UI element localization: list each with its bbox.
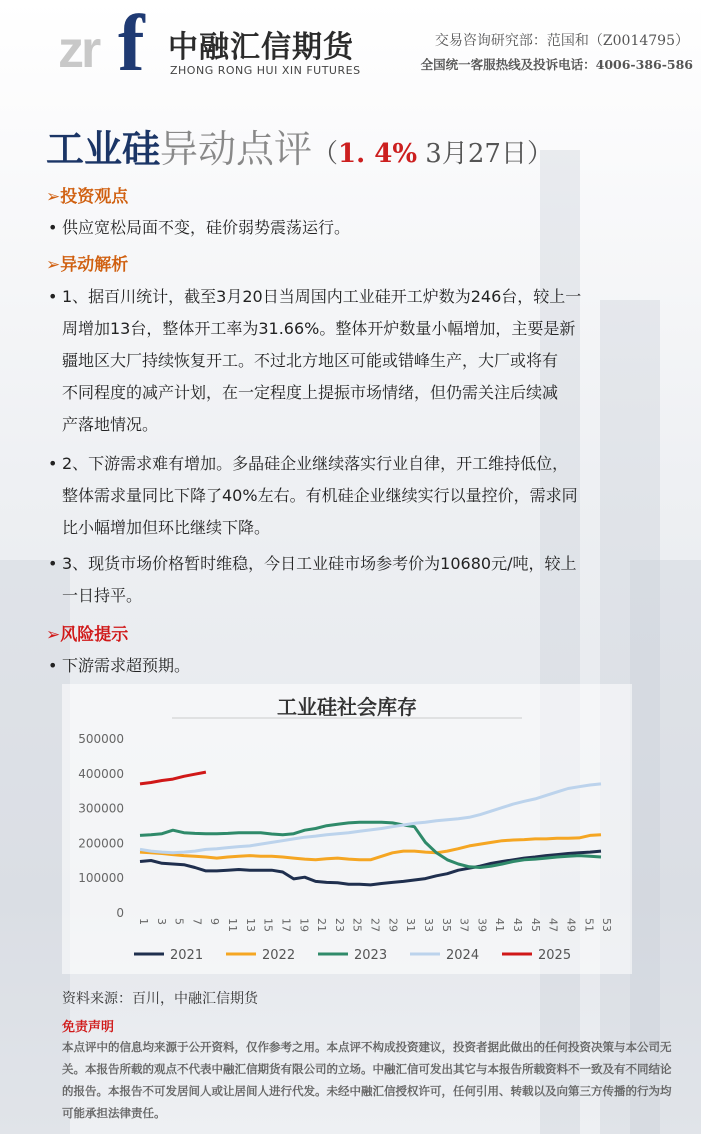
x-tick-label: 1 [137, 918, 150, 925]
brand-name: 中融汇信期货 [168, 30, 354, 65]
title-product: 工业硅 [46, 127, 161, 171]
analysis-item-1: 1、据百川统计，截至3月20日当周国内工业硅开工炉数为246台，较上一 周增加13台，整体开工率为31.66%。整体开炉数量小幅增加，主要是新 疆地区大厂持续恢复开工。不过北方地区可能或错峰生产，大厂或将有 不同程度的减产计划，在一定程度上提振市场情绪，但仍需关注后续减 产落地情况。 [62, 287, 582, 434]
x-tick-label: 5 [172, 918, 186, 925]
x-tick-label: 41 [493, 918, 507, 932]
x-tick-label: 51 [582, 918, 596, 932]
bullet-dot: • [48, 454, 58, 473]
page-title [46, 118, 553, 173]
x-tick-label: 33 [421, 918, 435, 932]
brand-name-en: ZHONG RONG HUI XIN FUTURES [170, 64, 361, 77]
legend-label: 2022 [262, 948, 296, 963]
section-title-risk: ➢风险提示 [46, 625, 129, 645]
bullet-dot: • [48, 218, 58, 237]
legend-label: 2025 [538, 948, 572, 963]
y-tick-label: 400000 [78, 766, 124, 781]
x-tick-label: 37 [457, 918, 471, 932]
bullet-dot: • [48, 554, 58, 573]
x-tick-label: 19 [297, 918, 311, 932]
chart-title: 工业硅社会库存 [277, 695, 417, 719]
title-change-pct: 1. 4% [338, 139, 418, 169]
x-tick-label: 43 [511, 918, 525, 932]
x-tick-label: 9 [208, 918, 222, 925]
title-type: 异动点评 [160, 127, 313, 171]
view-text: 供应宽松局面不变，硅价弱势震荡运行。 [62, 218, 351, 237]
legend-label: 2024 [446, 948, 480, 963]
x-tick-label: 53 [600, 918, 614, 932]
title-paren: （ [312, 139, 339, 169]
risk-text: 下游需求超预期。 [62, 656, 191, 675]
list-item [48, 548, 668, 612]
section-title-view: ➢投资观点 [46, 187, 129, 207]
source-note: 资料来源：百川，中融汇信期货 [62, 991, 258, 1007]
legend-label: 2021 [170, 948, 204, 963]
disclaimer-text: 本点评中的信息均来源于公开资料，仅作参考之用。本点评不构成投资建议，投资者据此做出的任何投资决策与本公司无关。本报告所载的观点不代表中融汇信期货有限公司的立场。中融汇信可发出其它与本报告所载资料不一致及有不同结论的报告。本报告不可发居间人或让居间人进行代发。未经中融汇信授权许可，任何引用、转载以及向第三方传播的行为均可能承担法律责任。 [62, 1040, 672, 1120]
x-tick-label: 39 [475, 918, 489, 932]
x-tick-label: 11 [226, 918, 240, 932]
list-item [48, 212, 648, 244]
x-tick-label: 21 [315, 918, 329, 932]
x-tick-label: 13 [243, 918, 257, 932]
hotline-info: 全国统一客服热线及投诉电话：4006-386-586 [420, 57, 693, 72]
researcher-info: 交易咨询研究部：范国和（Z0014795） [434, 33, 689, 49]
header [0, 0, 701, 100]
title-date: 3月27日） [417, 139, 553, 169]
x-tick-label: 47 [546, 918, 560, 932]
x-tick-label: 3 [154, 918, 168, 925]
logo-letter: f [118, 0, 145, 88]
x-tick-label: 17 [279, 918, 293, 932]
x-tick-label: 35 [439, 918, 453, 932]
list-item [48, 281, 668, 441]
list-item [48, 448, 668, 544]
analysis-item-3: 3、现货市场价格暂时维稳，今日工业硅市场参考价为10680元/吨，较上 一日持平。 [62, 554, 577, 605]
y-tick-label: 0 [116, 906, 124, 920]
legend-label: 2023 [354, 948, 388, 963]
bullet-dot: • [48, 287, 58, 306]
disclaimer-title: 免责声明 [62, 1020, 115, 1035]
inventory-chart [62, 684, 632, 974]
x-tick-label: 29 [386, 918, 400, 932]
x-tick-label: 7 [190, 918, 204, 925]
list-item [48, 650, 648, 682]
background-building [0, 560, 70, 1134]
y-tick-label: 300000 [78, 801, 124, 816]
y-tick-label: 200000 [78, 836, 124, 851]
x-tick-label: 25 [350, 918, 364, 932]
chart-background [62, 684, 632, 974]
x-tick-label: 49 [564, 918, 578, 932]
section-title-analysis: ➢异动解析 [46, 255, 129, 275]
x-tick-label: 23 [332, 918, 346, 932]
y-tick-label: 500000 [78, 732, 124, 746]
logo-mark: zr [58, 21, 99, 79]
y-tick-label: 100000 [78, 871, 124, 886]
bullet-dot: • [48, 656, 58, 675]
x-tick-label: 27 [368, 918, 382, 932]
analysis-item-2: 2、下游需求难有增加。多晶硅企业继续落实行业自律，开工维持低位， 整体需求量同比下降了40%左右。有机硅企业继续实行以量控价，需求同 比小幅增加但环比继续下降。 [62, 454, 578, 537]
x-tick-label: 45 [528, 918, 542, 932]
x-tick-label: 15 [261, 918, 275, 932]
x-tick-label: 31 [404, 918, 418, 932]
